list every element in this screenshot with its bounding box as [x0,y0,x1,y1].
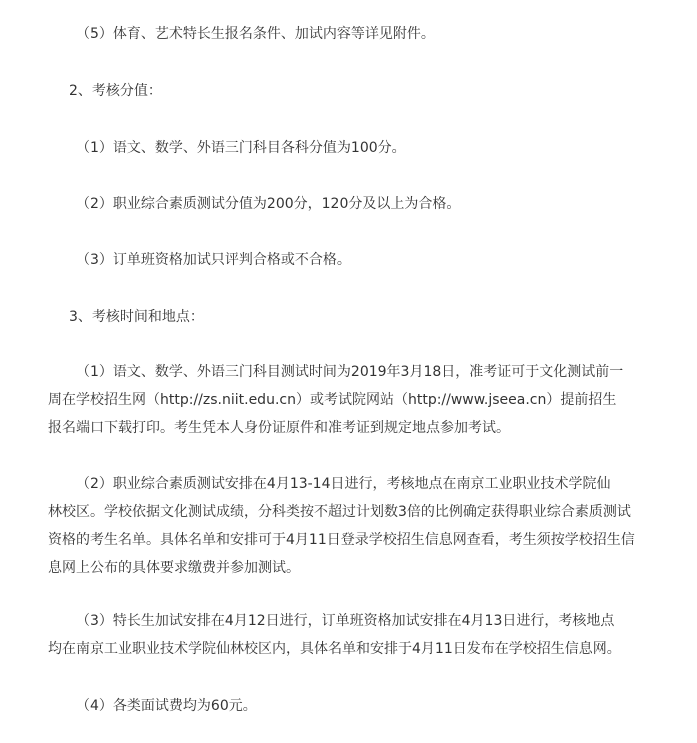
paragraph-item-5 [0,20,697,48]
section-3-item-2 [0,470,697,582]
section-2-heading [0,77,697,105]
section-2-item-2 [0,190,697,218]
paragraph-line: （3）特长生加试安排在4月12日进行，订单班资格加试安排在4月13日进行，考核地点 [76,613,615,629]
section-2-item-3 [0,246,697,274]
paragraph-line: 息网上公布的具体要求缴费并参加测试。 [48,560,300,576]
paragraph-line: 资格的考生名单。具体名单和安排可于4月11日登录学校招生信息网查看，考生须按学校招生信 [48,532,635,548]
paragraph-line: 林校区。学校依据文化测试成绩，分科类按不超过计划数3倍的比例确定获得职业综合素质测试 [48,504,631,520]
paragraph-line: （1）语文、数学、外语三门科目测试时间为2019年3月18日，准考证可于文化测试前一 [76,364,624,380]
paragraph-line: （2）职业综合素质测试安排在4月13-14日进行，考核地点在南京工业职业技术学院仙 [76,476,611,492]
paragraph-line: （5）体育、艺术特长生报名条件、加试内容等详见附件。 [76,26,435,42]
paragraph-line: （3）订单班资格加试只评判合格或不合格。 [76,252,351,268]
heading-text: 3、考核时间和地点： [69,309,204,325]
section-3-heading [0,303,697,331]
paragraph-line: （2）职业综合素质测试分值为200分，120分及以上为合格。 [76,196,461,212]
section-3-item-1 [0,358,697,442]
section-2-item-1 [0,134,697,162]
section-3-item-4 [0,692,697,720]
paragraph-line: （4）各类面试费均为60元。 [76,698,257,714]
heading-text: 2、考核分值： [69,83,162,99]
section-3-item-3 [0,607,697,663]
paragraph-line: （1）语文、数学、外语三门科目各科分值为100分。 [76,140,406,156]
paragraph-line: 报名端口下载打印。考生凭本人身份证原件和准考证到规定地点参加考试。 [48,420,510,436]
paragraph-line: 均在南京工业职业技术学院仙林校区内，具体名单和安排于4月11日发布在学校招生信息网。 [48,641,621,657]
paragraph-line: 周在学校招生网（http://zs.niit.edu.cn）或考试院网站（http://www.jseea.cn）提前招生 [48,392,617,408]
